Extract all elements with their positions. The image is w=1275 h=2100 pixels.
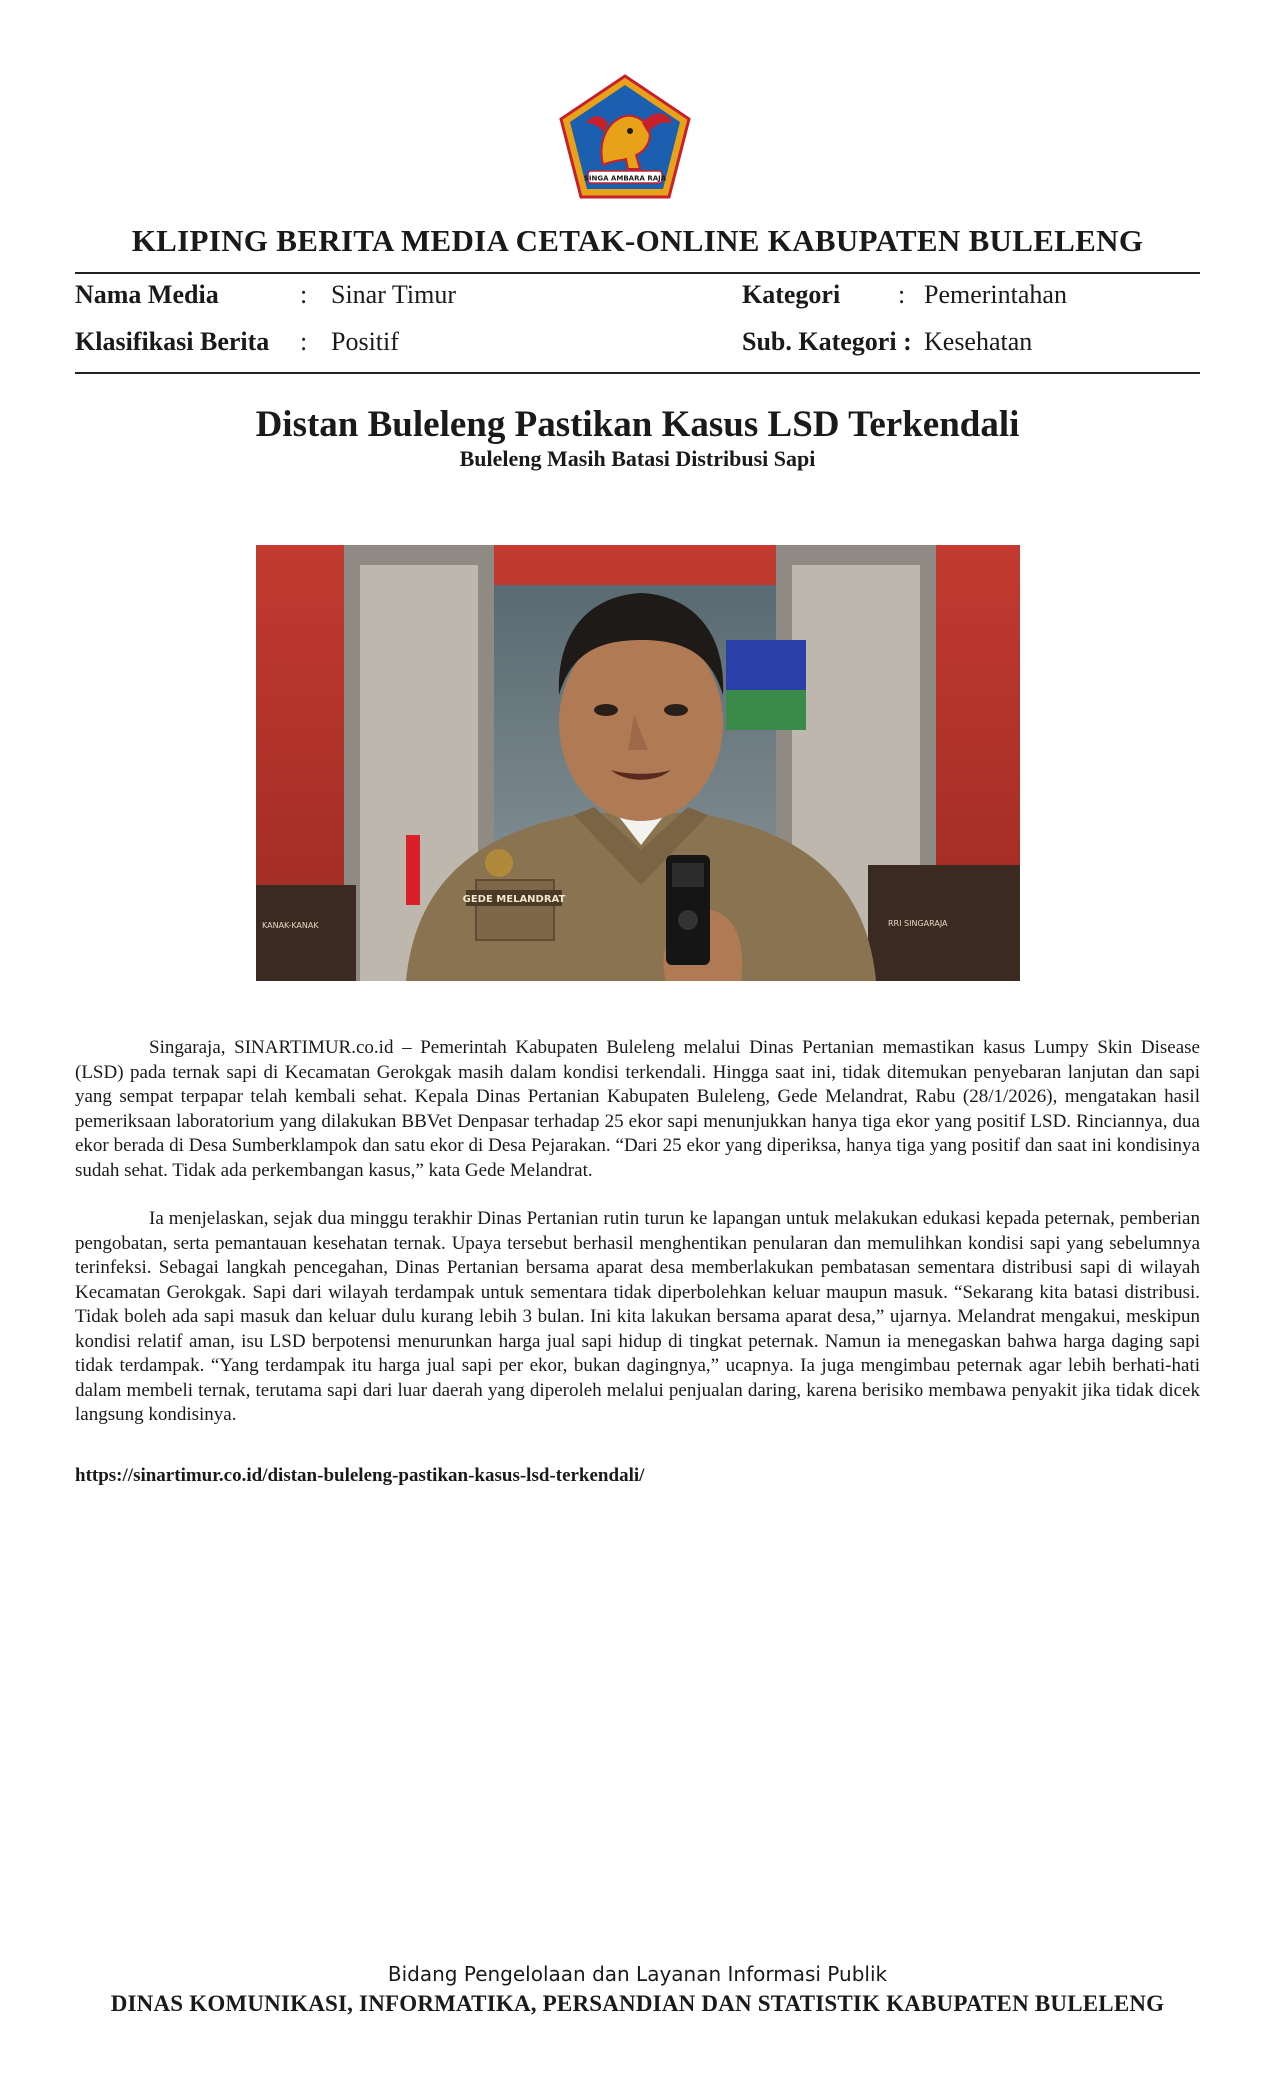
metadata-row-2: [0, 327, 1275, 367]
article-headline: Distan Buleleng Pastikan Kasus LSD Terkendali: [255, 404, 1020, 445]
media-label: Nama Media: [75, 280, 219, 309]
photo-plaque-right: RRI SINGARAJA: [888, 919, 948, 928]
article-body: [75, 1036, 1200, 1452]
photo-name-tag: GEDE MELANDRAT: [462, 894, 566, 905]
divider-top: [75, 272, 1200, 274]
classification-value: Positif: [331, 327, 399, 356]
news-photo: [256, 545, 1020, 981]
metadata-row-1: [0, 280, 1275, 320]
document-title: KLIPING BERITA MEDIA CETAK-ONLINE KABUPATEN BULELENG: [131, 223, 1144, 258]
article-paragraph: Singaraja, SINARTIMUR.co.id – Pemerintah Kabupaten Buleleng melalui Dinas Pertanian memastikan kasus Lumpy Skin Disease (LSD) pada ternak sapi di Kecamatan Gerokgak masih dalam kondisi terkendali. Hingga saat ini, tidak ditemukan penyebaran lanjutan dan sapi yang sempat terpapar telah kembali sehat. Kepala Dinas Pertanian Kabupaten Buleleng, Gede Melandrat, Rabu (28/1/2026), mengatakan hasil pemeriksaan laboratorium yang dilakukan BBVet Denpasar terhadap 25 ekor sapi menunjukkan hanya tiga ekor yang positif LSD. Rinciannya, dua ekor berada di Desa Sumberklampok dan satu ekor di Desa Pejarakan. “Dari 25 ekor yang diperiksa, hanya tiga yang positif dan saat ini kondisinya sudah sehat. Tidak ada perkembangan kasus,” kata Gede Melandrat.: [75, 1037, 1200, 1181]
category-colon: :: [898, 280, 906, 309]
media-value: Sinar Timur: [331, 280, 456, 309]
footer-office: DINAS KOMUNIKASI, INFORMATIKA, PERSANDIAN DAN STATISTIK KABUPATEN BULELENG: [110, 1991, 1165, 2016]
classification-label: Klasifikasi Berita: [75, 327, 270, 356]
subcategory-value: Kesehatan: [924, 327, 1033, 356]
divider-bottom: [75, 372, 1200, 374]
footer-unit: Bidang Pengelolaan dan Layanan Informasi Publik: [387, 1962, 888, 1986]
classification-colon: :: [300, 327, 308, 356]
source-link[interactable]: https://sinartimur.co.id/distan-buleleng-pastikan-kasus-lsd-terkendali/: [75, 1465, 645, 1486]
subcategory-label: Sub. Kategori :: [742, 327, 912, 356]
article-subheadline: Buleleng Masih Batasi Distribusi Sapi: [459, 446, 816, 471]
category-value: Pemerintahan: [924, 280, 1067, 309]
crest-motto: SINGA AMBARA RAJA: [583, 174, 667, 183]
category-label: Kategori: [742, 280, 841, 309]
regency-crest-icon: [558, 73, 692, 201]
media-colon: :: [300, 280, 308, 309]
article-paragraph: Ia menjelaskan, sejak dua minggu terakhir Dinas Pertanian rutin turun ke lapangan untuk melakukan edukasi kepada peternak, pemberian pengobatan, serta pemantauan kesehatan ternak. Upaya tersebut berhasil menghentikan penularan dan memulihkan kondisi sapi yang sebelumnya terinfeksi. Sebagai langkah pencegahan, Dinas Pertanian bersama aparat desa memberlakukan pembatasan sementara distribusi sapi di wilayah Kecamatan Gerokgak. Sapi dari wilayah terdampak untuk sementara tidak diperbolehkan keluar maupun masuk. “Sekarang kita batasi distribusi. Tidak boleh ada sapi masuk dan keluar dulu kurang lebih 3 bulan. Ini kita lakukan bersama aparat desa,” ujarnya. Melandrat mengakui, meskipun kondisi relatif aman, isu LSD berpotensi menurunkan harga jual sapi hidup di tingkat peternak. Namun ia menegaskan bahwa harga daging sapi tidak terdampak. “Yang terdampak itu harga jual sapi per ekor, bukan dagingnya,” ucapnya. Ia juga mengimbau peternak agar lebih berhati-hati dalam membeli ternak, terutama sapi dari luar daerah yang diperoleh melalui penjualan daring, karena berisiko membawa penyakit jika tidak dicek langsung kondisinya.: [75, 1208, 1200, 1425]
photo-plaque-left: KANAK-KANAK: [262, 921, 319, 930]
